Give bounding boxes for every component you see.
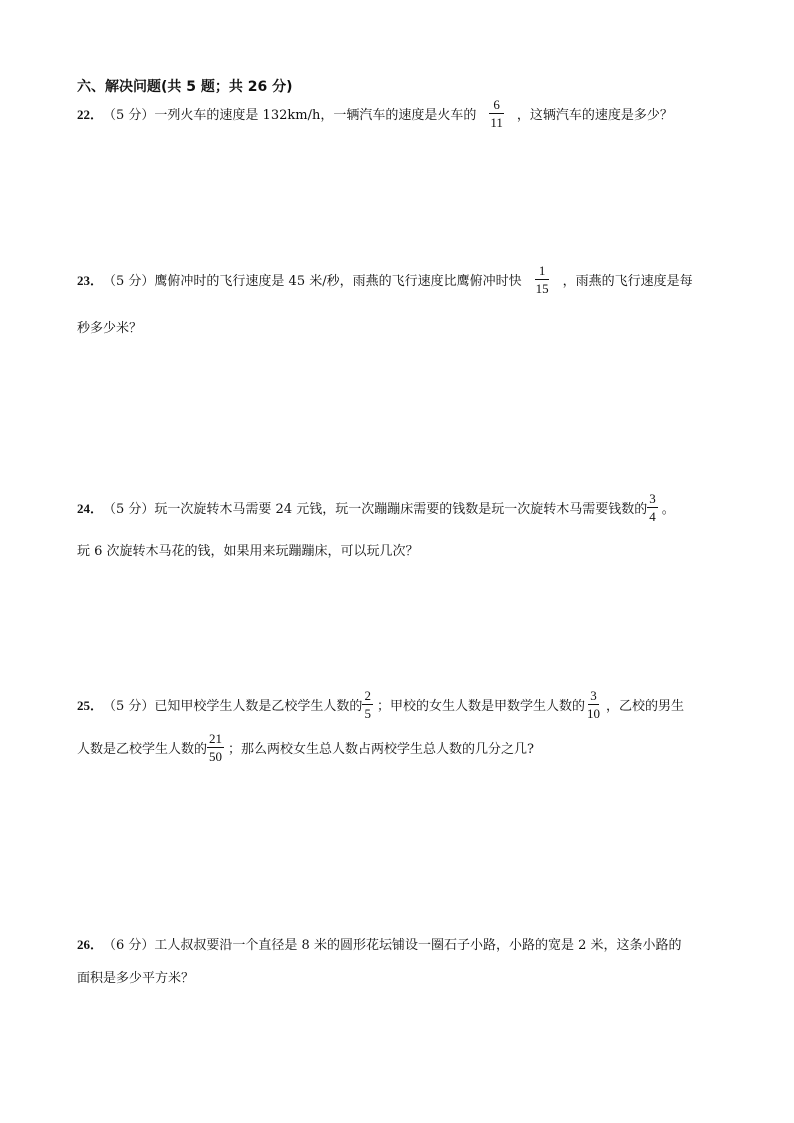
question-text: ，乙校的男生 <box>605 699 684 714</box>
question-text: 玩一次旋转木马需要 24 元钱，玩一次蹦蹦床需要的钱数是玩一次旋转木马需要钱数的 <box>154 502 648 517</box>
question-number: 25． <box>77 698 104 713</box>
fraction-numerator: 6 <box>489 98 504 114</box>
question-23-line-2 <box>77 317 142 336</box>
fraction-denominator: 15 <box>535 281 549 296</box>
question-number: 26． <box>77 937 104 952</box>
section-title: 六、解决问题(共 5 题；共 26 分) <box>77 79 293 95</box>
question-text: 人数是乙校学生人数的 <box>77 742 208 757</box>
fraction <box>647 492 658 523</box>
fraction-denominator: 10 <box>586 706 600 721</box>
question-score: （5 分） <box>103 274 155 289</box>
question-score: （6 分） <box>103 938 155 953</box>
fraction-numerator: 3 <box>649 491 656 506</box>
question-text: 秒多少米？ <box>77 321 143 336</box>
question-22-line-1 <box>77 98 673 129</box>
question-text: 面积是多少平方米？ <box>77 971 195 986</box>
fraction <box>532 264 553 295</box>
fraction <box>585 689 602 720</box>
fraction <box>207 732 224 763</box>
question-26-line-2 <box>77 967 194 986</box>
question-24-line-2 <box>77 540 419 559</box>
question-number: 23． <box>77 273 104 288</box>
question-25-line-2 <box>77 732 534 763</box>
fraction-denominator: 11 <box>490 115 503 130</box>
fraction-numerator: 3 <box>590 688 597 703</box>
fraction-denominator: 5 <box>364 706 371 721</box>
question-24-line-1 <box>77 492 675 523</box>
fraction <box>362 689 373 720</box>
question-score: （5 分） <box>103 699 155 714</box>
fraction-numerator: 1 <box>535 264 550 280</box>
question-text: ，雨燕的飞行速度是每 <box>562 274 693 289</box>
question-text: 鹰俯冲时的飞行速度是 45 米/秒，雨燕的飞行速度比鹰俯冲时快 <box>154 274 522 289</box>
question-text: ；甲校的女生人数是甲数学生人数的 <box>376 699 585 714</box>
question-score: （5 分） <box>103 108 155 123</box>
fraction-denominator: 50 <box>209 749 223 764</box>
fraction-numerator: 2 <box>364 688 371 703</box>
question-text: 玩 6 次旋转木马花的钱，如果用来玩蹦蹦床，可以玩几次？ <box>77 544 419 559</box>
question-text: 工人叔叔要沿一个直径是 8 米的圆形花坛铺设一圈石子小路，小路的宽是 2 米，这条小路的 <box>154 938 682 953</box>
fraction-denominator: 4 <box>649 509 656 524</box>
question-score: （5 分） <box>103 502 155 517</box>
question-25-line-1 <box>77 689 684 720</box>
question-number: 24． <box>77 501 104 516</box>
question-text: ，这辆汽车的速度是多少？ <box>516 108 673 123</box>
question-23-line-1 <box>77 264 693 295</box>
question-text: ；那么两校女生总人数占两校学生总人数的几分之几? <box>228 742 534 757</box>
fraction-numerator: 21 <box>209 731 223 746</box>
question-26-line-1 <box>77 934 682 953</box>
question-text: 一列火车的速度是 132km/h，一辆汽车的速度是火车的 <box>154 108 477 123</box>
question-text: 已知甲校学生人数是乙校学生人数的 <box>154 699 363 714</box>
question-number: 22． <box>77 107 104 122</box>
question-text: 。 <box>661 502 675 517</box>
fraction <box>486 98 507 129</box>
